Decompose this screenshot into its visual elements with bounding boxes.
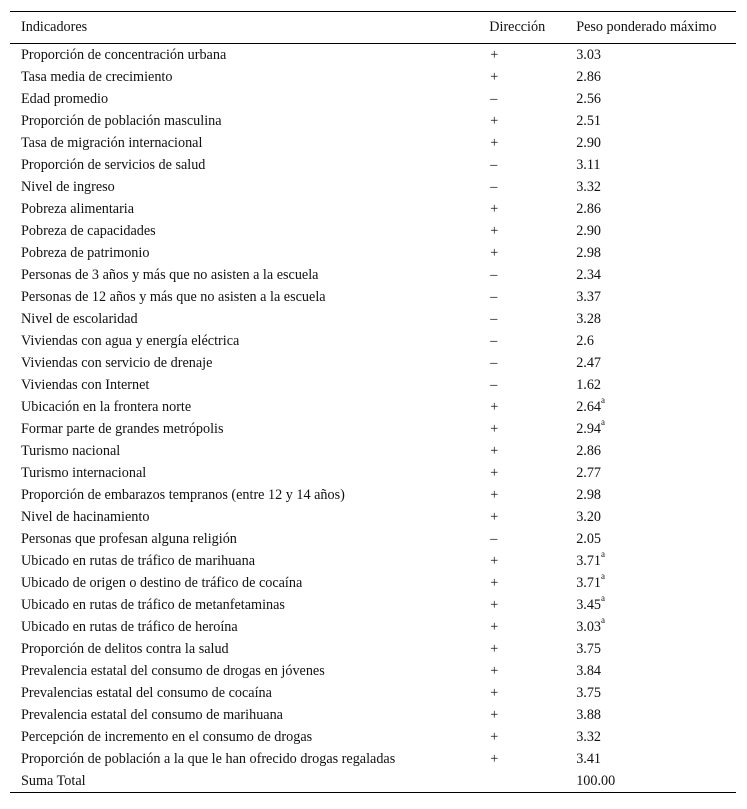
weight-value: 2.47 xyxy=(576,355,602,371)
weight-value: 3.41 xyxy=(576,751,602,767)
footnote-marker: a xyxy=(601,549,606,560)
indicator-cell: Nivel de hacinamiento xyxy=(21,509,150,525)
indicator-cell: Personas de 3 años y más que no asisten a la escuela xyxy=(21,267,319,283)
table-row xyxy=(10,462,736,484)
direction-cell: + xyxy=(490,707,499,723)
weight-cell xyxy=(576,110,736,132)
indicator-cell: Prevalencia estatal del consumo de drogas en jóvenes xyxy=(21,663,325,679)
weight-value: 3.71 xyxy=(576,575,602,591)
table-row xyxy=(10,44,736,67)
weight-cell xyxy=(576,528,736,550)
total-weight: 100.00 xyxy=(576,773,616,789)
header-weight: Peso ponderado máximo xyxy=(576,19,717,35)
table-row xyxy=(10,550,736,572)
weight-value: 3.75 xyxy=(576,685,602,701)
direction-cell: + xyxy=(490,509,499,525)
direction-cell: – xyxy=(490,333,498,349)
table-row xyxy=(10,418,736,440)
table-row xyxy=(10,220,736,242)
weight-value: 2.77 xyxy=(576,465,602,481)
indicator-cell: Proporción de concentración urbana xyxy=(21,47,227,63)
footnote-marker: a xyxy=(601,395,606,406)
direction-cell: + xyxy=(490,597,499,613)
weight-value: 2.86 xyxy=(576,443,602,459)
direction-cell: + xyxy=(490,245,499,261)
weight-cell xyxy=(576,286,736,308)
indicator-cell: Turismo internacional xyxy=(21,465,147,481)
weight-cell xyxy=(576,616,736,638)
table-row xyxy=(10,572,736,594)
table-row xyxy=(10,198,736,220)
total-direction xyxy=(489,770,576,793)
direction-cell: + xyxy=(490,69,499,85)
weight-value: 3.11 xyxy=(576,157,601,173)
weight-cell xyxy=(576,242,736,264)
footnote-marker: a xyxy=(601,593,606,604)
footnote-marker: a xyxy=(601,571,606,582)
indicator-cell: Proporción de delitos contra la salud xyxy=(21,641,229,657)
indicator-cell: Tasa media de crecimiento xyxy=(21,69,173,85)
indicator-cell: Prevalencia estatal del consumo de marihuana xyxy=(21,707,283,723)
weight-value: 3.03 xyxy=(576,47,602,63)
indicator-cell: Prevalencias estatal del consumo de cocaína xyxy=(21,685,272,701)
weight-cell xyxy=(576,44,736,67)
table-row xyxy=(10,704,736,726)
weight-value: 3.32 xyxy=(576,729,602,745)
weight-cell xyxy=(576,132,736,154)
weight-value: 2.90 xyxy=(576,135,602,151)
weight-value: 2.94 xyxy=(576,421,602,437)
table-row xyxy=(10,726,736,748)
direction-cell: + xyxy=(490,113,499,129)
table-row xyxy=(10,88,736,110)
weight-value: 2.90 xyxy=(576,223,602,239)
table-row xyxy=(10,682,736,704)
direction-cell: + xyxy=(490,465,499,481)
indicators-table xyxy=(10,11,736,793)
weight-cell xyxy=(576,748,736,770)
weight-cell xyxy=(576,506,736,528)
direction-cell: – xyxy=(490,91,498,107)
direction-cell: – xyxy=(490,157,498,173)
weight-value: 2.6 xyxy=(576,333,594,349)
weight-cell xyxy=(576,550,736,572)
weight-value: 2.86 xyxy=(576,69,602,85)
weight-cell xyxy=(576,462,736,484)
indicator-cell: Ubicado en rutas de tráfico de metanfetaminas xyxy=(21,597,285,613)
weight-value: 3.71 xyxy=(576,553,602,569)
direction-cell: + xyxy=(490,729,499,745)
direction-cell: + xyxy=(490,399,499,415)
direction-cell: + xyxy=(490,619,499,635)
indicator-cell: Proporción de servicios de salud xyxy=(21,157,206,173)
table-row xyxy=(10,308,736,330)
table-row xyxy=(10,352,736,374)
header-indicators: Indicadores xyxy=(21,19,88,35)
indicator-cell: Nivel de ingreso xyxy=(21,179,115,195)
weight-cell xyxy=(576,198,736,220)
indicator-cell: Pobreza de patrimonio xyxy=(21,245,150,261)
weight-value: 2.51 xyxy=(576,113,602,129)
table-row xyxy=(10,484,736,506)
table-row xyxy=(10,528,736,550)
direction-cell: + xyxy=(490,135,499,151)
weight-value: 3.84 xyxy=(576,663,602,679)
indicator-cell: Nivel de escolaridad xyxy=(21,311,138,327)
indicator-cell: Pobreza de capacidades xyxy=(21,223,156,239)
direction-cell: + xyxy=(490,663,499,679)
header-direction: Dirección xyxy=(489,19,546,35)
table-row xyxy=(10,330,736,352)
table-row xyxy=(10,506,736,528)
direction-cell: + xyxy=(490,223,499,239)
indicator-cell: Ubicado de origen o destino de tráfico de cocaína xyxy=(21,575,303,591)
weight-value: 2.98 xyxy=(576,245,602,261)
table-row xyxy=(10,748,736,770)
weight-cell xyxy=(576,704,736,726)
direction-cell: – xyxy=(490,311,498,327)
weight-cell xyxy=(576,352,736,374)
table-row xyxy=(10,176,736,198)
weight-value: 2.05 xyxy=(576,531,602,547)
weight-cell xyxy=(576,594,736,616)
direction-cell: + xyxy=(490,47,499,63)
weight-value: 3.20 xyxy=(576,509,602,525)
indicator-cell: Viviendas con agua y energía eléctrica xyxy=(21,333,240,349)
weight-value: 2.34 xyxy=(576,267,602,283)
weight-value: 2.64 xyxy=(576,399,602,415)
indicator-cell: Personas de 12 años y más que no asisten a la escuela xyxy=(21,289,326,305)
weight-cell xyxy=(576,396,736,418)
weight-cell xyxy=(576,418,736,440)
table-row xyxy=(10,154,736,176)
weight-cell xyxy=(576,374,736,396)
table-row xyxy=(10,660,736,682)
indicator-cell: Ubicación en la frontera norte xyxy=(21,399,192,415)
table-row xyxy=(10,264,736,286)
direction-cell: – xyxy=(490,377,498,393)
indicator-cell: Ubicado en rutas de tráfico de marihuana xyxy=(21,553,255,569)
weight-value: 2.86 xyxy=(576,201,602,217)
total-label: Suma Total xyxy=(21,773,86,789)
weight-cell xyxy=(576,220,736,242)
direction-cell: – xyxy=(490,267,498,283)
table-row xyxy=(10,110,736,132)
table-row xyxy=(10,242,736,264)
weight-cell xyxy=(576,264,736,286)
weight-cell xyxy=(576,726,736,748)
direction-cell: + xyxy=(490,201,499,217)
direction-cell: + xyxy=(490,685,499,701)
table-row xyxy=(10,638,736,660)
weight-cell xyxy=(576,176,736,198)
indicator-cell: Viviendas con servicio de drenaje xyxy=(21,355,213,371)
weight-cell xyxy=(576,682,736,704)
indicator-cell: Pobreza alimentaria xyxy=(21,201,135,217)
indicator-cell: Edad promedio xyxy=(21,91,109,107)
weight-cell xyxy=(576,66,736,88)
direction-cell: + xyxy=(490,751,499,767)
table-row xyxy=(10,594,736,616)
indicator-cell: Percepción de incremento en el consumo de drogas xyxy=(21,729,313,745)
indicator-cell: Proporción de población a la que le han ofrecido drogas regaladas xyxy=(21,751,396,767)
indicator-cell: Turismo nacional xyxy=(21,443,121,459)
table-row xyxy=(10,132,736,154)
direction-cell: + xyxy=(490,421,499,437)
table-row xyxy=(10,286,736,308)
indicator-cell: Proporción de población masculina xyxy=(21,113,222,129)
weight-value: 3.28 xyxy=(576,311,602,327)
direction-cell: – xyxy=(490,289,498,305)
direction-cell: + xyxy=(490,553,499,569)
direction-cell: + xyxy=(490,641,499,657)
table-row xyxy=(10,374,736,396)
indicator-cell: Viviendas con Internet xyxy=(21,377,150,393)
indicator-cell: Proporción de embarazos tempranos (entre 12 y 14 años) xyxy=(21,487,345,503)
weight-value: 3.03 xyxy=(576,619,602,635)
weight-cell xyxy=(576,484,736,506)
direction-cell: – xyxy=(490,355,498,371)
weight-value: 3.32 xyxy=(576,179,602,195)
direction-cell: + xyxy=(490,487,499,503)
table-row xyxy=(10,440,736,462)
indicator-cell: Personas que profesan alguna religión xyxy=(21,531,237,547)
total-row xyxy=(10,770,736,793)
footnote-marker: a xyxy=(601,417,606,428)
weight-cell xyxy=(576,572,736,594)
table-row xyxy=(10,616,736,638)
weight-cell xyxy=(576,154,736,176)
weight-cell xyxy=(576,638,736,660)
weight-cell xyxy=(576,330,736,352)
table-body xyxy=(10,44,736,793)
indicator-cell: Tasa de migración internacional xyxy=(21,135,203,151)
weight-value: 3.75 xyxy=(576,641,602,657)
weight-cell xyxy=(576,440,736,462)
weight-value: 2.56 xyxy=(576,91,602,107)
direction-cell: + xyxy=(490,575,499,591)
weight-cell xyxy=(576,88,736,110)
weight-value: 2.98 xyxy=(576,487,602,503)
weight-value: 3.37 xyxy=(576,289,602,305)
weight-value: 1.62 xyxy=(576,377,602,393)
table-row xyxy=(10,66,736,88)
table-header-row xyxy=(10,12,736,44)
indicator-cell: Formar parte de grandes metrópolis xyxy=(21,421,224,437)
direction-cell: + xyxy=(490,443,499,459)
weight-value: 3.45 xyxy=(576,597,602,613)
indicator-cell: Ubicado en rutas de tráfico de heroína xyxy=(21,619,238,635)
weight-cell xyxy=(576,308,736,330)
table-row xyxy=(10,396,736,418)
footnote-marker: a xyxy=(601,615,606,626)
direction-cell: – xyxy=(490,179,498,195)
weight-value: 3.88 xyxy=(576,707,602,723)
weight-cell xyxy=(576,660,736,682)
direction-cell: – xyxy=(490,531,498,547)
indicators-table-container xyxy=(10,11,736,793)
